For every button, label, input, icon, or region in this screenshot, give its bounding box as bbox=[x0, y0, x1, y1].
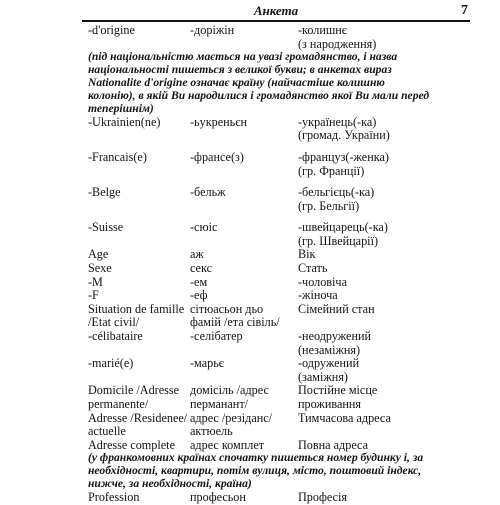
table-row bbox=[88, 186, 472, 213]
ukrainian-translation-line: -неодружений bbox=[298, 329, 372, 344]
table-row bbox=[88, 24, 472, 51]
transcription-line: -еф bbox=[190, 288, 208, 303]
french-term bbox=[88, 412, 190, 439]
transcription-line: -селібатер bbox=[190, 329, 243, 344]
transcription-line: секс bbox=[190, 261, 212, 276]
ukrainian-translation-line: Вік bbox=[298, 247, 316, 262]
ukrainian-translation-line: Професія bbox=[298, 490, 348, 505]
ukrainian-translation-line: (гр. Бельгії) bbox=[298, 198, 360, 213]
ukrainian-translation-line: -чоловіча bbox=[298, 274, 347, 289]
transcription-line: -марьє bbox=[190, 356, 224, 371]
table-row bbox=[88, 221, 472, 248]
note-line: (під національністю мається на увазі громадянство, і назва bbox=[88, 50, 398, 64]
explanatory-note bbox=[88, 452, 472, 491]
french-term-line: -M bbox=[88, 274, 103, 289]
transcription-line: -ем bbox=[190, 274, 208, 289]
note-line: колонію), в якій Ви народилися і громадянство якої Ви мали перед bbox=[88, 88, 430, 102]
table-row bbox=[88, 151, 472, 178]
transcription-line: адрес комплет bbox=[190, 437, 265, 452]
ukrainian-translation bbox=[298, 262, 472, 276]
transcription-line: -бельж bbox=[190, 185, 226, 200]
french-term-line: -Suisse bbox=[88, 220, 124, 235]
transcription bbox=[190, 151, 298, 178]
transcription-line: -сюіс bbox=[190, 220, 218, 235]
ukrainian-translation-line: -одружений bbox=[298, 356, 360, 371]
french-term bbox=[88, 221, 190, 248]
row-spacer bbox=[88, 213, 472, 221]
note-line: (у франкомовних країнах спочатку пишеться номер будинку і, за bbox=[88, 451, 424, 465]
note-line: необхідності, квартири, потім вулиця, місто, поштовий індекс, bbox=[88, 464, 422, 478]
ukrainian-translation-line: -українець(-ка) bbox=[298, 114, 377, 129]
ukrainian-translation-line: (громад. України) bbox=[298, 128, 390, 143]
transcription bbox=[190, 384, 298, 411]
header-divider bbox=[82, 20, 470, 22]
page-header bbox=[82, 3, 470, 20]
ukrainian-translation-line: (з народження) bbox=[298, 36, 377, 51]
transcription-line: сітюасьон дьо bbox=[190, 301, 264, 316]
ukrainian-translation bbox=[298, 491, 472, 505]
ukrainian-translation-line: (заміжня) bbox=[298, 369, 348, 384]
transcription bbox=[190, 330, 298, 357]
french-term-line: -d'origine bbox=[88, 23, 135, 37]
transcription-line: -доріжін bbox=[190, 23, 235, 37]
ukrainian-translation bbox=[298, 116, 472, 143]
transcription bbox=[190, 491, 298, 505]
ukrainian-translation-line: -швейцарець(-ка) bbox=[298, 220, 388, 235]
french-term bbox=[88, 116, 190, 143]
ukrainian-translation-line: (незаміжня) bbox=[298, 342, 361, 357]
french-term bbox=[88, 262, 190, 276]
french-term bbox=[88, 491, 190, 505]
french-term-line: -célibataire bbox=[88, 329, 143, 344]
ukrainian-translation-line: -колишнє bbox=[298, 23, 348, 37]
ukrainian-translation-line: -бельгієць(-ка) bbox=[298, 185, 375, 200]
table-row bbox=[88, 276, 472, 290]
french-term bbox=[88, 24, 190, 51]
ukrainian-translation bbox=[298, 303, 472, 330]
table-row bbox=[88, 357, 472, 384]
vocabulary-table bbox=[88, 24, 472, 505]
french-term-line: /Etat civil/ bbox=[88, 315, 140, 330]
ukrainian-translation-line: Повна адреса bbox=[298, 437, 369, 452]
transcription bbox=[190, 186, 298, 213]
table-row bbox=[88, 439, 472, 453]
transcription-line: перманант/ bbox=[190, 397, 249, 411]
ukrainian-translation bbox=[298, 330, 472, 357]
table-row bbox=[88, 289, 472, 303]
explanatory-note bbox=[88, 51, 472, 116]
ukrainian-translation bbox=[298, 276, 472, 290]
french-term bbox=[88, 384, 190, 411]
transcription bbox=[190, 303, 298, 330]
ukrainian-translation bbox=[298, 384, 472, 411]
french-term bbox=[88, 303, 190, 330]
transcription-line: домісіль /адрес bbox=[190, 383, 269, 398]
ukrainian-translation-line: Сімейний стан bbox=[298, 301, 375, 316]
french-term-line: permanente/ bbox=[88, 397, 149, 411]
french-term-line: Situation de famille bbox=[88, 301, 185, 316]
note-line: нижче, за необхідності, країна) bbox=[88, 477, 252, 491]
ukrainian-translation-line: (гр. Франції) bbox=[298, 163, 365, 178]
ukrainian-translation bbox=[298, 151, 472, 178]
french-term bbox=[88, 439, 190, 453]
ukrainian-translation bbox=[298, 221, 472, 248]
french-term-line: Adresse complete bbox=[88, 437, 175, 452]
table-row bbox=[88, 248, 472, 262]
french-term bbox=[88, 289, 190, 303]
transcription bbox=[190, 248, 298, 262]
ukrainian-translation bbox=[298, 357, 472, 384]
french-term bbox=[88, 151, 190, 178]
transcription-line: фамій /ета сівіль/ bbox=[190, 315, 280, 330]
french-term-line: Sexe bbox=[88, 261, 112, 276]
transcription bbox=[190, 276, 298, 290]
transcription-line: аж bbox=[190, 247, 204, 262]
note-line: Nationalite d'origine означає країну (найчастіше колишню bbox=[88, 76, 385, 89]
french-term bbox=[88, 186, 190, 213]
transcription bbox=[190, 357, 298, 384]
transcription-line: актюель bbox=[190, 424, 233, 439]
ukrainian-translation-line: -жіноча bbox=[298, 288, 338, 303]
french-term-line: -Belge bbox=[88, 185, 121, 200]
french-term bbox=[88, 248, 190, 262]
table-row bbox=[88, 303, 472, 330]
row-spacer bbox=[88, 178, 472, 186]
ukrainian-translation-line: Стать bbox=[298, 261, 328, 276]
table-row bbox=[88, 491, 472, 505]
transcription bbox=[190, 439, 298, 453]
page-number: 7 bbox=[461, 3, 468, 18]
transcription-line: професьон bbox=[190, 490, 246, 505]
table-row bbox=[88, 116, 472, 143]
table-row bbox=[88, 412, 472, 439]
ukrainian-translation-line: проживання bbox=[298, 397, 362, 411]
ukrainian-translation bbox=[298, 439, 472, 453]
transcription-line: -франсе(з) bbox=[190, 149, 244, 164]
transcription bbox=[190, 24, 298, 51]
ukrainian-translation-line: Постійне місце bbox=[298, 383, 378, 398]
table-row bbox=[88, 330, 472, 357]
table-row bbox=[88, 384, 472, 411]
french-term-line: -marié(e) bbox=[88, 356, 134, 371]
transcription bbox=[190, 289, 298, 303]
ukrainian-translation-line: -француз(-женка) bbox=[298, 149, 389, 164]
transcription bbox=[190, 262, 298, 276]
ukrainian-translation-line: Тимчасова адреса bbox=[298, 410, 391, 425]
note-line: теперішнім) bbox=[88, 101, 154, 115]
ukrainian-translation bbox=[298, 412, 472, 439]
ukrainian-translation bbox=[298, 24, 472, 51]
ukrainian-translation bbox=[298, 248, 472, 262]
french-term-line: Domicile /Adresse bbox=[88, 383, 180, 398]
french-term-line: Profession bbox=[88, 490, 140, 505]
ukrainian-translation-line: (гр. Швейцарії) bbox=[298, 233, 379, 248]
french-term-line: actuelle bbox=[88, 424, 126, 439]
french-term bbox=[88, 276, 190, 290]
transcription bbox=[190, 221, 298, 248]
transcription bbox=[190, 412, 298, 439]
transcription-line: адрес /резіданс/ bbox=[190, 410, 273, 425]
transcription bbox=[190, 116, 298, 143]
transcription-line: -ьукреньєн bbox=[190, 114, 247, 129]
french-term-line: -Francais(e) bbox=[88, 149, 147, 164]
french-term-line: Age bbox=[88, 247, 109, 262]
ukrainian-translation bbox=[298, 186, 472, 213]
note-line: національності пишеться з великої букви; в анкетах вираз bbox=[88, 63, 392, 77]
french-term-line: Adresse /Residenee/ bbox=[88, 410, 188, 425]
french-term bbox=[88, 330, 190, 357]
french-term bbox=[88, 357, 190, 384]
page-title: Анкета bbox=[253, 3, 299, 18]
ukrainian-translation bbox=[298, 289, 472, 303]
table-row bbox=[88, 262, 472, 276]
french-term-line: -Ukrainien(ne) bbox=[88, 114, 161, 129]
french-term-line: -F bbox=[88, 288, 99, 303]
